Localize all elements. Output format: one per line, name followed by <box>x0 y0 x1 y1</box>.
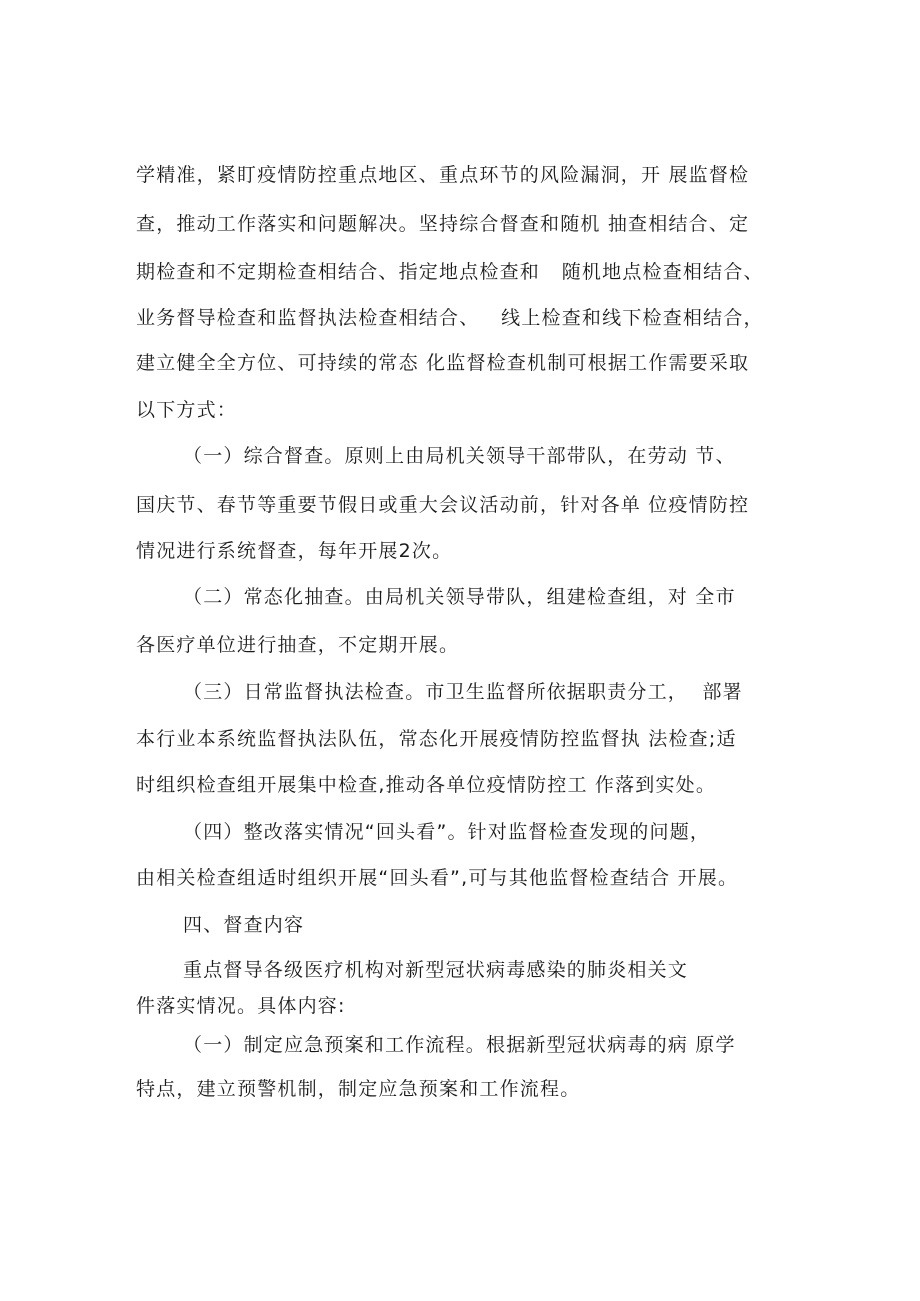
text-line-19: 件落实情况。具体内容: <box>136 995 346 1017</box>
text-line-12: （三）日常监督执法检查。市卫生监督所依据职责分工， 部署 <box>183 681 743 703</box>
text-line-3: 期检查和不定期检查相结合、指定地点检查和 随机地点检查相结合、 <box>136 261 764 283</box>
text-line-10: （二）常态化抽查。由局机关领导带队，组建检查组，对 全市 <box>183 586 736 608</box>
text-line-11: 各医疗单位进行抽查，不定期开展。 <box>136 634 460 656</box>
text-line-5: 建立健全全方位、可持续的常态 化监督检查机制可根据工作需要采取 <box>136 352 750 374</box>
text-line-14: 时组织检查组开展集中检查,推动各单位疫情防控工 作落到实处。 <box>136 774 717 796</box>
text-line-6: 以下方式： <box>136 399 238 421</box>
text-line-7: （一）综合督查。原则上由局机关领导干部带队，在劳动 节、 <box>183 445 736 467</box>
text-line-18: 重点督导各级医疗机构对新型冠状病毒感染的肺炎相关文 <box>183 959 689 981</box>
text-line-21: 特点，建立预警机制，制定应急预案和工作流程。 <box>136 1078 581 1100</box>
text-line-8: 国庆节、春节等重要节假日或重大会议活动前，针对各单 位疫情防控 <box>136 494 750 516</box>
text-line-16: 由相关检查组适时组织开展“回头看”,可与其他监督检查结合 开展。 <box>136 867 739 889</box>
text-line-1: 学精准，紧盯疫情防控重点地区、重点环节的风险漏洞，开 展监督检 <box>136 164 750 186</box>
text-line-13: 本行业本系统监督执法队伍，常态化开展疫情防控监督执 法检查;适 <box>136 728 737 750</box>
text-line-4: 业务督导检查和监督执法检查相结合、 线上检查和线下检查相结合， <box>136 307 764 329</box>
text-line-2: 查，推动工作落实和问题解决。坚持综合督查和随机 抽查相结合、定 <box>136 213 750 235</box>
text-line-17: 四、督查内容 <box>183 914 305 936</box>
text-line-20: （一）制定应急预案和工作流程。根据新型冠状病毒的病 原学 <box>183 1034 736 1056</box>
text-line-15: （四）整改落实情况“回头看”。针对监督检查发现的问题， <box>183 821 711 843</box>
text-line-9: 情况进行系统督查，每年开展2次。 <box>136 540 453 562</box>
